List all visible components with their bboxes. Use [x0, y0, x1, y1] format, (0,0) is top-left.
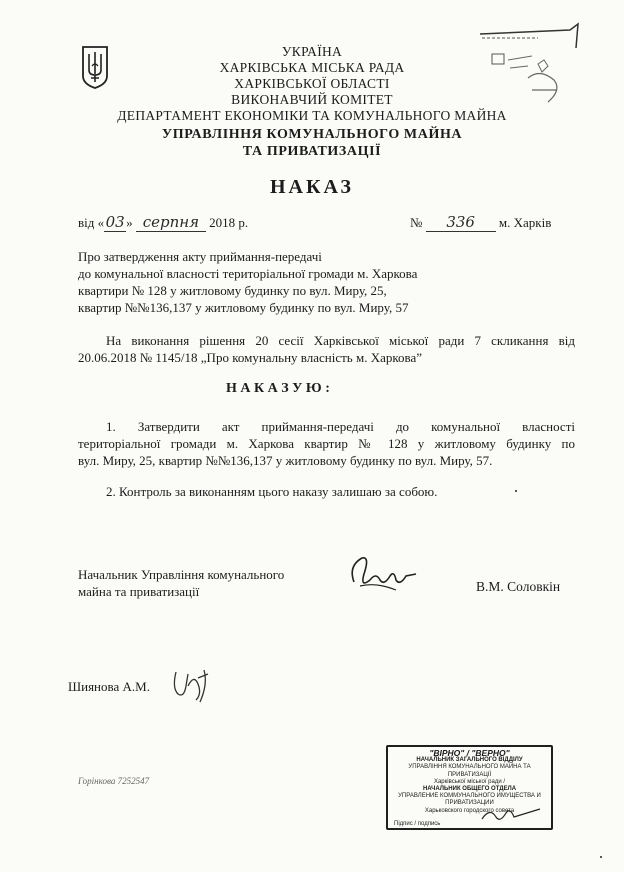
- certification-stamp: [386, 745, 553, 830]
- header-region: ХАРКІВСЬКОЇ ОБЛАСТІ: [234, 76, 390, 91]
- order-number: [410, 214, 551, 232]
- order-subject: [78, 248, 417, 316]
- signatory-name: В.М. Соловкін: [476, 579, 561, 594]
- stamp-line: "ВІРНО" / "ВЕРНО": [429, 748, 510, 758]
- executor-initials-signature: [168, 664, 216, 709]
- preamble-line: 20.06.2018 № 1145/18 „Про комунальну власність м. Харкова”: [78, 350, 423, 365]
- footer-note: Горінкова 7252547: [78, 776, 150, 786]
- position-line: Начальник Управління комунального: [78, 567, 285, 582]
- stamp-line: Харківської міської ради /: [433, 778, 506, 785]
- order-word: Н А К А З У Ю :: [226, 381, 330, 396]
- stamp-line: Харьковского городского совета: [424, 807, 515, 814]
- document-title: НАКАЗ: [269, 176, 354, 198]
- subject-line: Про затвердження акту приймання-передачі: [78, 249, 322, 264]
- scan-speck: [515, 490, 517, 492]
- header-country: УКРАЇНА: [281, 44, 343, 59]
- stamp-signature: [480, 803, 544, 825]
- date-prefix: від: [78, 215, 95, 230]
- date-day: 03: [105, 213, 125, 231]
- item-line: вул. Миру, 25, квартир №№136,137 у житловому будинку по вул. Миру, 57.: [78, 453, 493, 468]
- header-exec-committee: ВИКОНАВЧИЙ КОМІТЕТ: [231, 92, 393, 107]
- scan-speck: [600, 856, 602, 858]
- item-line: територіальної громади м. Харкова квартир № 128 у житловому будинку по: [78, 436, 575, 451]
- stamp-line: УПРАВЛЕНИЕ КОММУНАЛЬНОГО ИМУЩЕСТВА И ПРИВАТИЗАЦИИ: [398, 793, 541, 807]
- subject-line: квартир №№136,137 у житловому будинку по вул. Миру, 57: [78, 300, 409, 315]
- header-directorate: УПРАВЛІННЯ КОМУНАЛЬНОГО МАЙНА: [161, 127, 463, 142]
- subject-line: до комунальної власності територіальної громади м. Харкова: [78, 266, 418, 281]
- header-city-council: ХАРКІВСЬКА МІСЬКА РАДА: [219, 60, 405, 75]
- stamp-signature-label: Підпис / подпись: [394, 820, 441, 827]
- preamble: [78, 332, 575, 366]
- order-item-2: 2. Контроль за виконанням цього наказу залишаю за собою.: [106, 484, 438, 499]
- signatory-position: [78, 566, 284, 600]
- order-date: від «03» серпня 2018 р.: [78, 213, 249, 231]
- header-department: ДЕПАРТАМЕНТ ЕКОНОМІКИ ТА КОМУНАЛЬНОГО МАЙНА: [117, 108, 507, 123]
- date-month: серпня: [136, 214, 206, 232]
- date-year: 2018 р.: [209, 215, 249, 230]
- header-directorate-2: ТА ПРИВАТИЗАЦІЇ: [242, 144, 382, 159]
- preamble-line: На виконання рішення 20 сесії Харківської міської ради 7 скликання від: [106, 333, 575, 348]
- subject-line: квартири № 128 у житловому будинку по вул. Миру, 25,: [78, 283, 387, 298]
- handwritten-signature: [346, 552, 422, 603]
- stamp-line: НАЧАЛЬНИК ЗАГАЛЬНОГО ВІДДІЛУ: [416, 757, 523, 764]
- number-city: м. Харків: [498, 215, 552, 230]
- stamp-line: УПРАВЛІННЯ КОМУНАЛЬНОГО МАЙНА ТА ПРИВАТИЗАЦІЇ: [408, 764, 531, 778]
- number-prefix: №: [410, 215, 423, 230]
- item-line: 1. Затвердити акт приймання-передачі до комунальної власності: [106, 419, 575, 434]
- stamp-line: НАЧАЛЬНИК ОБЩЕГО ОТДЕЛА: [422, 786, 517, 793]
- executor-name: Шиянова А.М.: [68, 679, 150, 694]
- number-value: 336: [426, 214, 496, 232]
- order-item-1: [78, 418, 575, 469]
- position-line: майна та приватизації: [78, 584, 200, 599]
